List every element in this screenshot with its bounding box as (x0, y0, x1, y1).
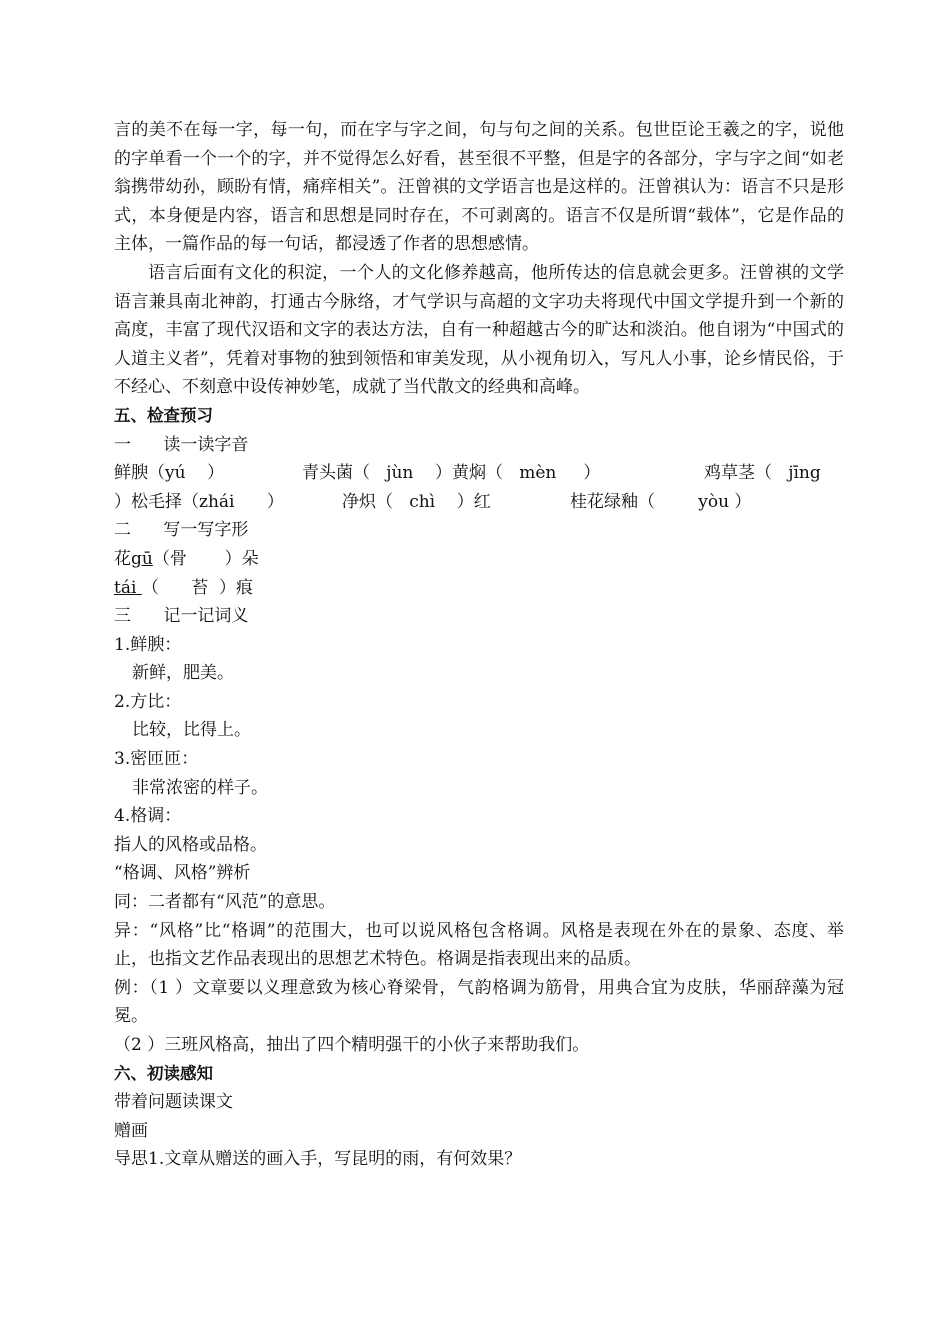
example-1: 例：（1 ）文章要以义理意致为核心脊梁骨，气韵格调为筋骨，用典合宜为皮肤，华丽辞藻为冠冕。 (114, 977, 844, 1027)
vocab-term: 3.密匝匝： (114, 749, 199, 770)
vocab-term: 2.方比： (114, 691, 182, 712)
part-1-heading: 一 读一读字音 (114, 434, 249, 455)
part-2-heading: 二 写一写字形 (114, 520, 249, 541)
vocab-term: 1.鲜腴： (114, 634, 182, 655)
pinyin-item: 鸡草茎（ jīng (704, 463, 821, 484)
pinyin-line-1 (114, 459, 844, 488)
part-3-heading: 三 记一记词义 (114, 606, 249, 627)
pinyin-item: 鲜腴（yú ） (114, 463, 225, 484)
character-form-2 (114, 574, 844, 603)
pinyin-line-2 (114, 488, 844, 517)
vocab-term: 4.格调： (114, 806, 182, 827)
vocab-definition: 比较，比得上。 (132, 720, 251, 741)
paragraph-2: 语言后面有文化的积淀，一个人的文化修养越高，他所传达的信息就会更多。汪曾祺的文学语言兼具南北神韵，打通古今脉络，才气学识与高超的文字功夫将现代中国文学提升到一个新的高度，丰富了现代汉语和文字的表达方法，自有一种超越古今的旷达和淡泊。他自诩为“中国式的人道主义者”，凭着对事物的独到领悟和审美发现，从小视角切入，写凡人小事，论乡情民俗，于不经心、不刻意中设传神妙笔，成就了当代散文的经典和高峰。 (114, 262, 844, 398)
pinyin-item: 净炽（ chì ）红 (342, 491, 491, 512)
pinyin-item: 桂花绿釉（ yòu ） (570, 491, 752, 512)
form-pinyin: gū (131, 548, 153, 569)
form-answer: （骨 ）朵 (152, 548, 259, 569)
paragraph-1: 言的美不在每一字，每一句，而在字与字之间，句与句之间的关系。包世臣论王羲之的字，说他的字单看一个一个的字，并不觉得怎么好看，甚至很不平整，但是字的各部分，字与字之间“如老翁携带幼孙，顾盼有情，痛痒相关”。汪曾祺的文学语言也是这样的。汪曾祺认为：语言不只是形式，本身便是内容，语言和思想是同时存在，不可剥离的。语言不仅是所谓“载体”，它是作品的主体，一篇作品的每一句话，都浸透了作者的思想感情。 (114, 120, 844, 255)
reading-instruction: 带着问题读课文 (114, 1092, 233, 1113)
vocab-definition: 指人的风格或品格。 (114, 834, 267, 855)
guide-question-1: 导思1.文章从赠送的画入手，写昆明的雨，有何效果？ (114, 1149, 522, 1170)
analysis-same: 同：二者都有“风范”的意思。 (114, 892, 336, 913)
pinyin-item: 青头菌（ jùn ）黄焖（ mèn ） (302, 463, 601, 484)
character-form-1 (114, 545, 844, 574)
section-6-heading: 六、初读感知 (114, 1063, 213, 1083)
document-page (114, 116, 844, 1174)
pinyin-item: ）松毛择（zhái ） (114, 491, 284, 512)
vocab-definition: 新鲜，肥美。 (132, 663, 234, 684)
subsection-title: 赠画 (114, 1120, 148, 1141)
analysis-difference: 异：“风格”比“格调”的范围大，也可以说风格包含格调。风格是表现在外在的景象、态度、举止，也指文艺作品表现出的思想艺术特色。格调是指表现出来的品质。 (114, 920, 844, 970)
example-2: （2 ）三班风格高，抽出了四个精明强干的小伙子来帮助我们。 (114, 1035, 590, 1055)
form-prefix: 花 (114, 548, 131, 569)
form-pinyin: tái (114, 577, 142, 598)
analysis-title: “格调、风格”辨析 (114, 863, 251, 884)
form-answer: （ 苔 ）痕 (141, 577, 254, 598)
section-5-heading: 五、检查预习 (114, 405, 213, 425)
vocab-definition: 非常浓密的样子。 (132, 777, 268, 798)
